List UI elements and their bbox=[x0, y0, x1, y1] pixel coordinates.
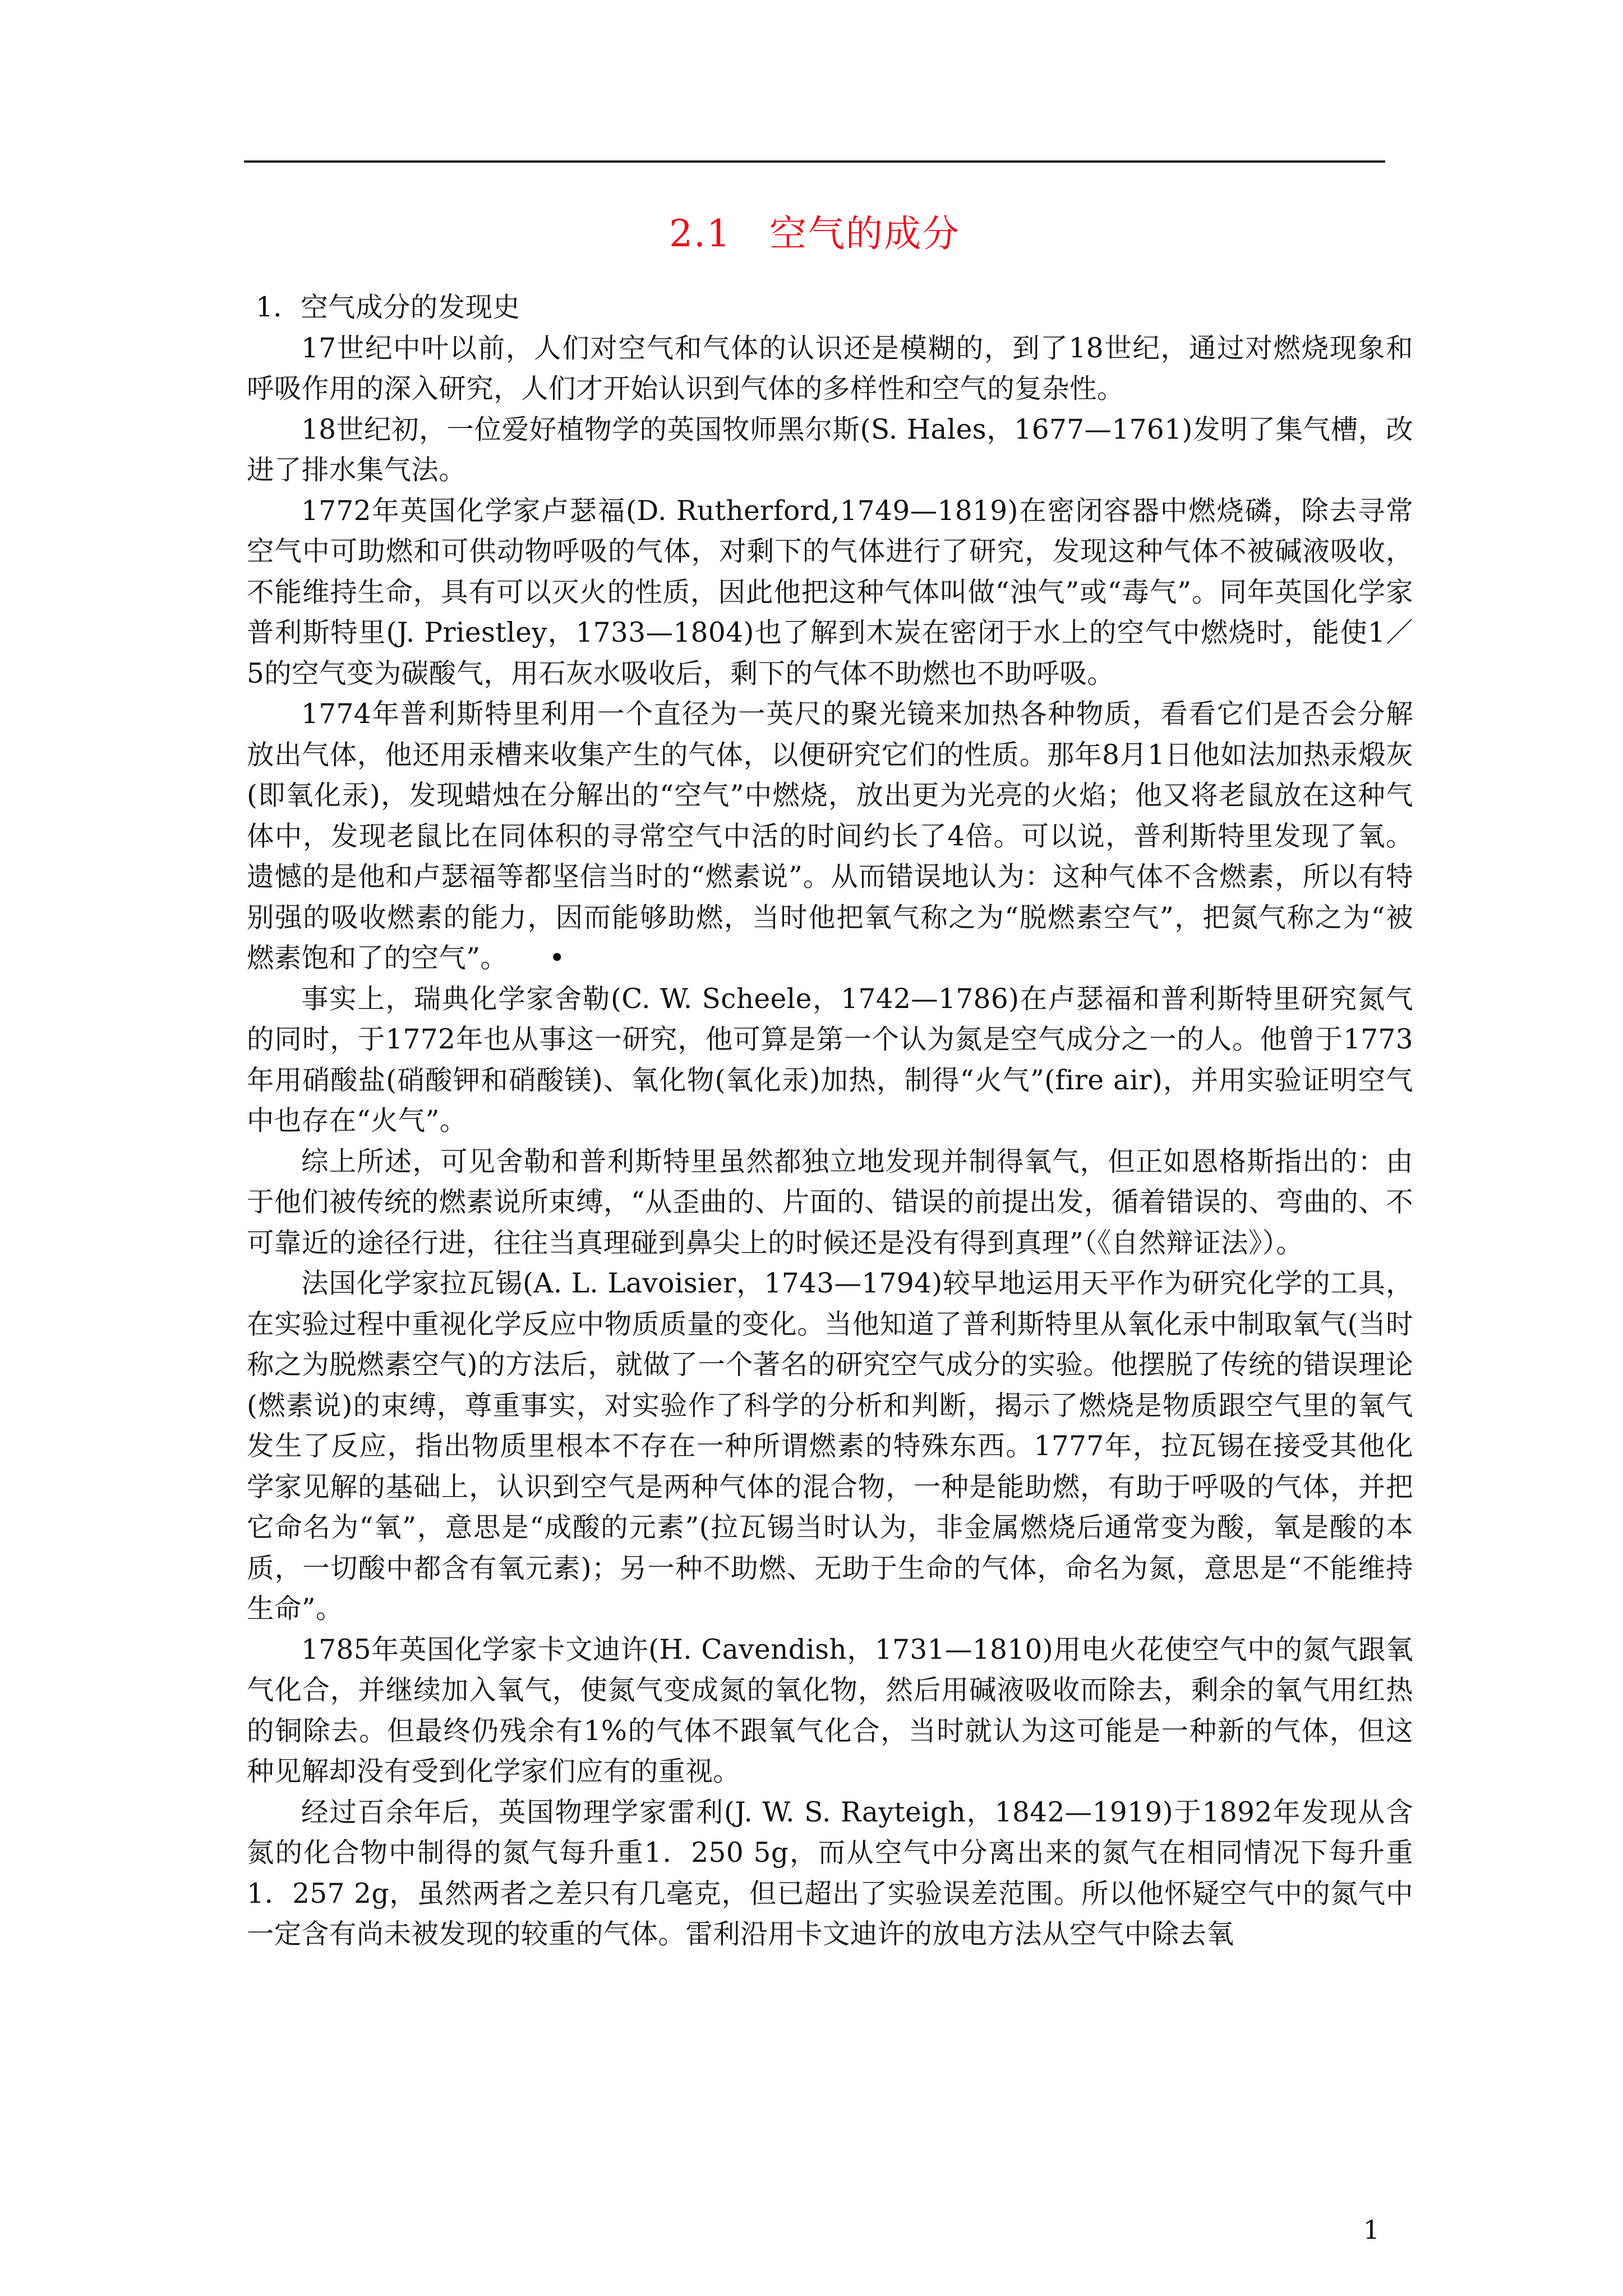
header-rule bbox=[244, 160, 1385, 163]
paragraph-rayleigh: 经过百余年后，英国物理学家雷利(J. W. S. Rayteigh，1842—1919)于1892年发现从含氮的化合物中制得的氮气每升重1．250 5g，而从空气中分离出来的氮气在相同情况下每升重1．257 2g，虽然两者之差只有几毫克，但已超出了实验误差范围。所以他怀疑空气中的氮气中一定含有尚未被发现的较重的气体。雷利沿用卡文迪许的放电方法从空气中除去氧 bbox=[247, 1796, 1413, 1950]
page-title: 2.1 空气的成分 bbox=[669, 212, 960, 255]
paragraph-summary: 综上所述，可见舍勒和普利斯特里虽然都独立地发现并制得氧气，但正如恩格斯指出的：由于他们被传统的燃素说所束缚，“从歪曲的、片面的、错误的前提出发，循着错误的、弯曲的、不可靠近的途径行进，往往当真理碰到鼻尖上的时候还是没有得到真理”（《自然辩证法》）。 bbox=[247, 1145, 1413, 1259]
paragraph-hales: 18世纪初，一位爱好植物学的英国牧师黑尔斯(S. Hales，1677—1761)发明了集气槽，改进了排水集气法。 bbox=[247, 413, 1413, 486]
section-heading: 1．空气成分的发现史 bbox=[256, 292, 520, 323]
paragraph-cavendish: 1785年英国化学家卡文迪许(H. Cavendish，1731—1810)用电火花使空气中的氮气跟氧气化合，并继续加入氧气，使氮气变成氮的氧化物，然后用碱液吸收而除去，剩余的氧气用红热的铜除去。但最终仍残余有1%的气体不跟氧气化合，当时就认为这可能是一种新的气体，但这种见解却没有受到化学家们应有的重视。 bbox=[247, 1634, 1413, 1787]
document-body bbox=[247, 287, 1413, 1955]
page-number: 1 bbox=[1363, 2215, 1380, 2245]
paragraph-scheele: 事实上，瑞典化学家舍勒(C. W. Scheele，1742—1786)在卢瑟福和普利斯特里研究氮气的同时，于1772年也从事这一研究，他可算是第一个认为氮是空气成分之一的人。他曾于1773年用硝酸盐(硝酸钾和硝酸镁)、氧化物(氧化汞)加热，制得“火气”(fire air)，并用实验证明空气中也存在“火气”。 bbox=[247, 983, 1413, 1137]
paragraph-intro: 17世纪中叶以前，人们对空气和气体的认识还是模糊的，到了18世纪，通过对燃烧现象和呼吸作用的深入研究，人们才开始认识到气体的多样性和空气的复杂性。 bbox=[247, 332, 1413, 404]
paragraph-priestley: 1774年普利斯特里利用一个直径为一英尺的聚光镜来加热各种物质，看看它们是否会分解放出气体，他还用汞槽来收集产生的气体，以便研究它们的性质。那年8月1日他如法加热汞煅灰(即氧化汞)，发现蜡烛在分解出的“空气”中燃烧，放出更为光亮的火焰；他又将老鼠放在这种气体中，发现老鼠比在同体积的寻常空气中活的时间约长了4倍。可以说，普利斯特里发现了氧。遗憾的是他和卢瑟福等都坚信当时的“燃素说”。从而错误地认为：这种气体不含燃素，所以有特别强的吸收燃素的能力，因而能够助燃，当时他把氧气称之为“脱燃素空气”，把氮气称之为“被燃素饱和了的空气”。 • bbox=[247, 698, 1413, 974]
paragraph-lavoisier: 法国化学家拉瓦锡(A. L. Lavoisier，1743—1794)较早地运用天平作为研究化学的工具，在实验过程中重视化学反应中物质质量的变化。当他知道了普利斯特里从氧化汞中制取氧气(当时称之为脱燃素空气)的方法后，就做了一个著名的研究空气成分的实验。他摆脱了传统的错误理论(燃素说)的束缚，尊重事实，对实验作了科学的分析和判断，揭示了燃烧是物质跟空气里的氧气发生了反应，指出物质里根本不存在一种所谓燃素的特殊东西。1777年，拉瓦锡在接受其他化学家见解的基础上，认识到空气是两种气体的混合物，一种是能助燃，有助于呼吸的气体，并把它命名为“氧”，意思是“成酸的元素”(拉瓦锡当时认为，非金属燃烧后通常变为酸，氧是酸的本质，一切酸中都含有氧元素)；另一种不助燃、无助于生命的气体，命名为氮，意思是“不能维持生命”。 bbox=[247, 1268, 1413, 1625]
paragraph-rutherford: 1772年英国化学家卢瑟福(D. Rutherford,1749—1819)在密闭容器中燃烧磷，除去寻常空气中可助燃和可供动物呼吸的气体，对剩下的气体进行了研究，发现这种气体不被碱液吸收，不能维持生命，具有可以灭火的性质，因此他把这种气体叫做“浊气”或“毒气”。同年英国化学家普利斯特里(J. Priestley，1733—1804)也了解到木炭在密闭于水上的空气中燃烧时，能使1／5的空气变为碳酸气，用石灰水吸收后，剩下的气体不助燃也不助呼吸。 bbox=[247, 495, 1413, 689]
